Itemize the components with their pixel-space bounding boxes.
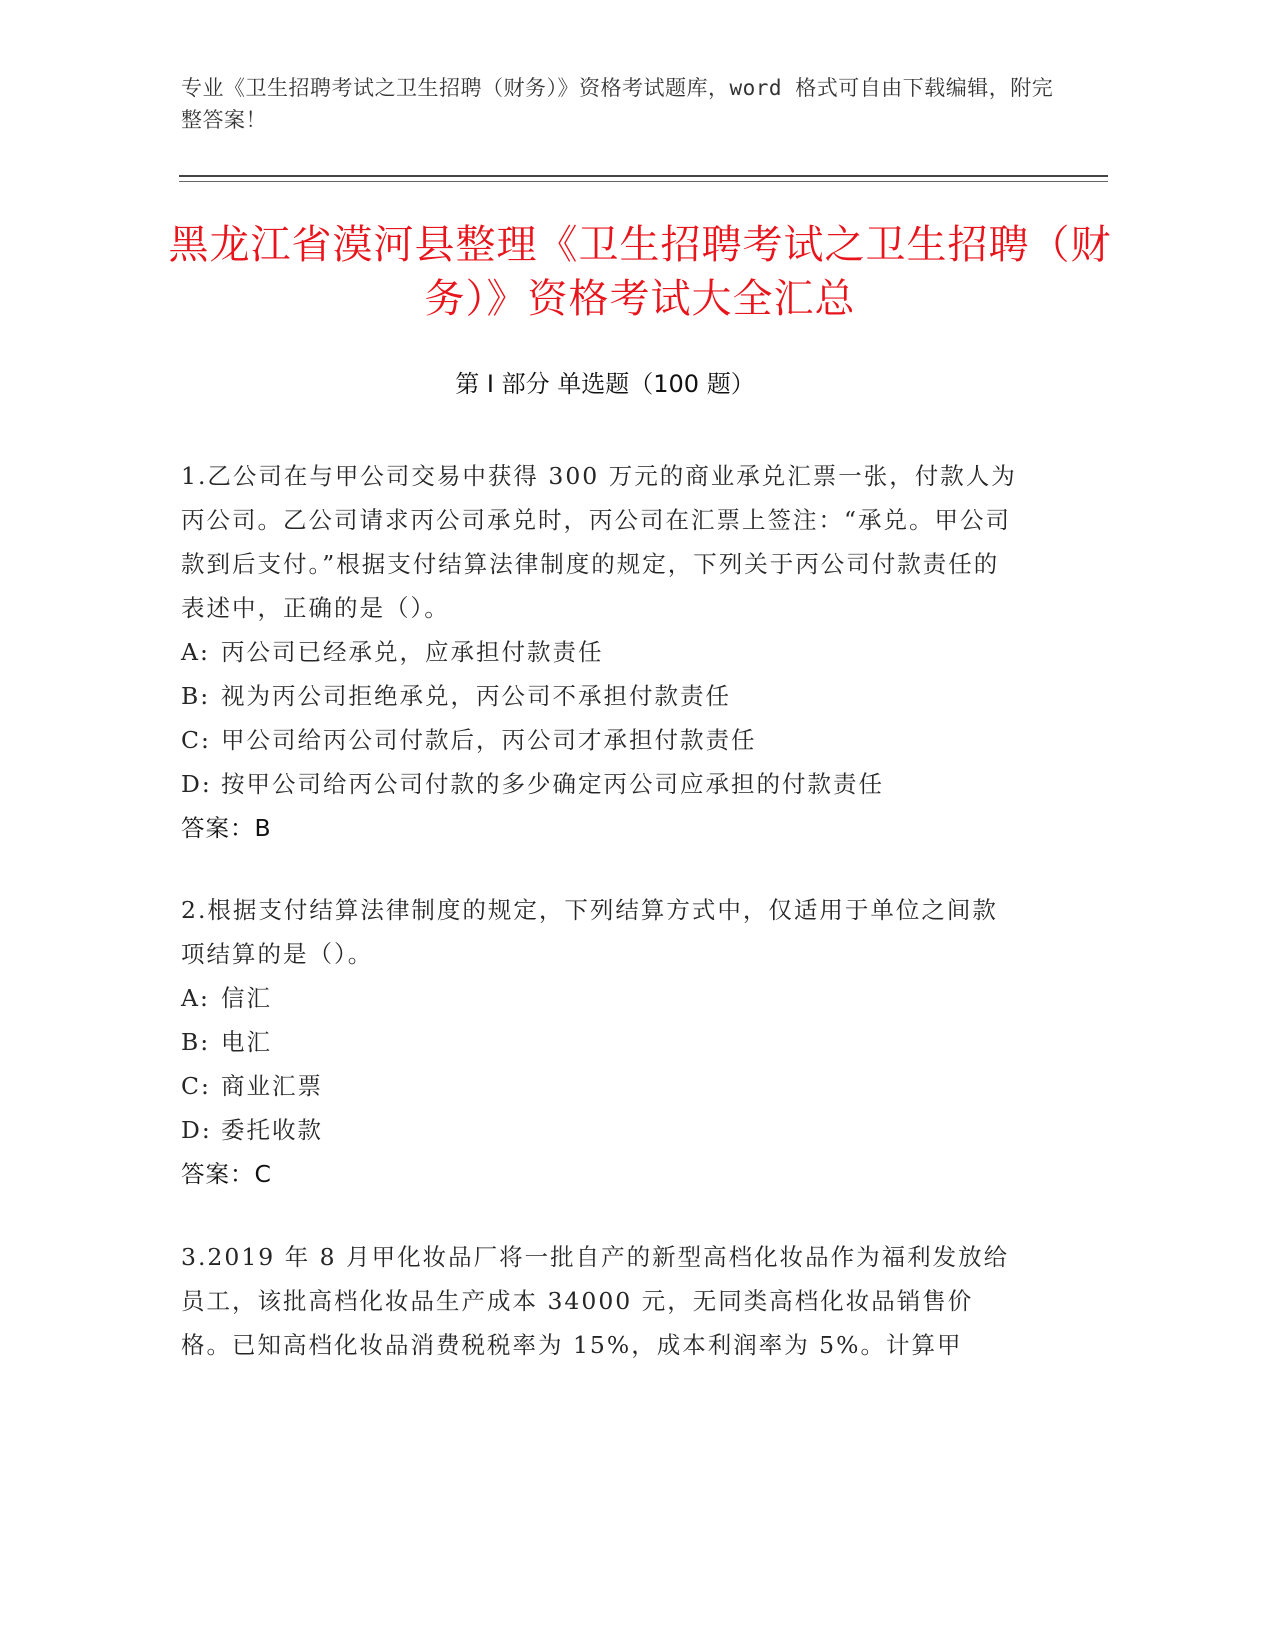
- question-1: [181, 454, 1021, 850]
- option-letter: A:: [181, 638, 210, 666]
- answer: 答案：B: [181, 814, 272, 842]
- question-2: [181, 888, 1021, 1196]
- option-text: 丙公司已经承兑，应承担付款责任: [221, 638, 604, 666]
- option-text: 委托收款: [221, 1116, 323, 1144]
- option-text: 电汇: [221, 1028, 272, 1056]
- option-d: [181, 762, 1021, 806]
- question-stem: 3.2019 年 8 月甲化妆品厂将一批自产的新型高档化妆品作为福利发放给员工，该批高档化妆品生产成本 34000 元，无同类高档化妆品销售价格。已知高档化妆品消费税税率为 15%，成本利润率为 5%。计算甲: [181, 1243, 1010, 1359]
- option-text: 按甲公司给丙公司付款的多少确定丙公司应承担的付款责任: [221, 770, 884, 798]
- document-title: 黑龙江省漠河县整理《卫生招聘考试之卫生招聘（财务）》资格考试大全汇总: [168, 222, 1112, 322]
- option-text: 甲公司给丙公司付款后，丙公司才承担付款责任: [221, 726, 757, 754]
- option-d: [181, 1108, 1021, 1152]
- option-letter: D:: [181, 770, 212, 798]
- option-a: [181, 630, 1021, 674]
- header-divider-thick: [179, 175, 1108, 177]
- question-3: [181, 1235, 1021, 1367]
- option-text: 商业汇票: [221, 1072, 323, 1100]
- question-stem: 2.根据支付结算法律制度的规定，下列结算方式中，仅适用于单位之间款项结算的是（）。: [181, 896, 998, 968]
- option-text: 信汇: [221, 984, 272, 1012]
- option-letter: B:: [181, 682, 211, 710]
- answer: 答案：C: [181, 1160, 272, 1188]
- header-divider-thin: [179, 181, 1108, 182]
- option-letter: B:: [181, 1028, 211, 1056]
- option-c: [181, 1064, 1021, 1108]
- option-text: 视为丙公司拒绝承兑，丙公司不承担付款责任: [221, 682, 731, 710]
- question-stem: 1.乙公司在与甲公司交易中获得 300 万元的商业承兑汇票一张，付款人为丙公司。乙公司请求丙公司承兑时，丙公司在汇票上签注：“承兑。甲公司款到后支付。”根据支付结算法律制度的规定，下列关于丙公司付款责任的表述中，正确的是（）。: [181, 462, 1017, 622]
- option-c: [181, 718, 1021, 762]
- option-letter: A:: [181, 984, 210, 1012]
- section-heading: 第 I 部分 单选题（100 题）: [455, 370, 755, 398]
- option-letter: D:: [181, 1116, 212, 1144]
- option-b: [181, 674, 1021, 718]
- option-letter: C:: [181, 726, 211, 754]
- option-b: [181, 1020, 1021, 1064]
- option-letter: C:: [181, 1072, 211, 1100]
- option-a: [181, 976, 1021, 1020]
- header-note: 专业《卫生招聘考试之卫生招聘（财务）》资格考试题库，word 格式可自由下载编辑，附完整答案！: [181, 76, 1054, 132]
